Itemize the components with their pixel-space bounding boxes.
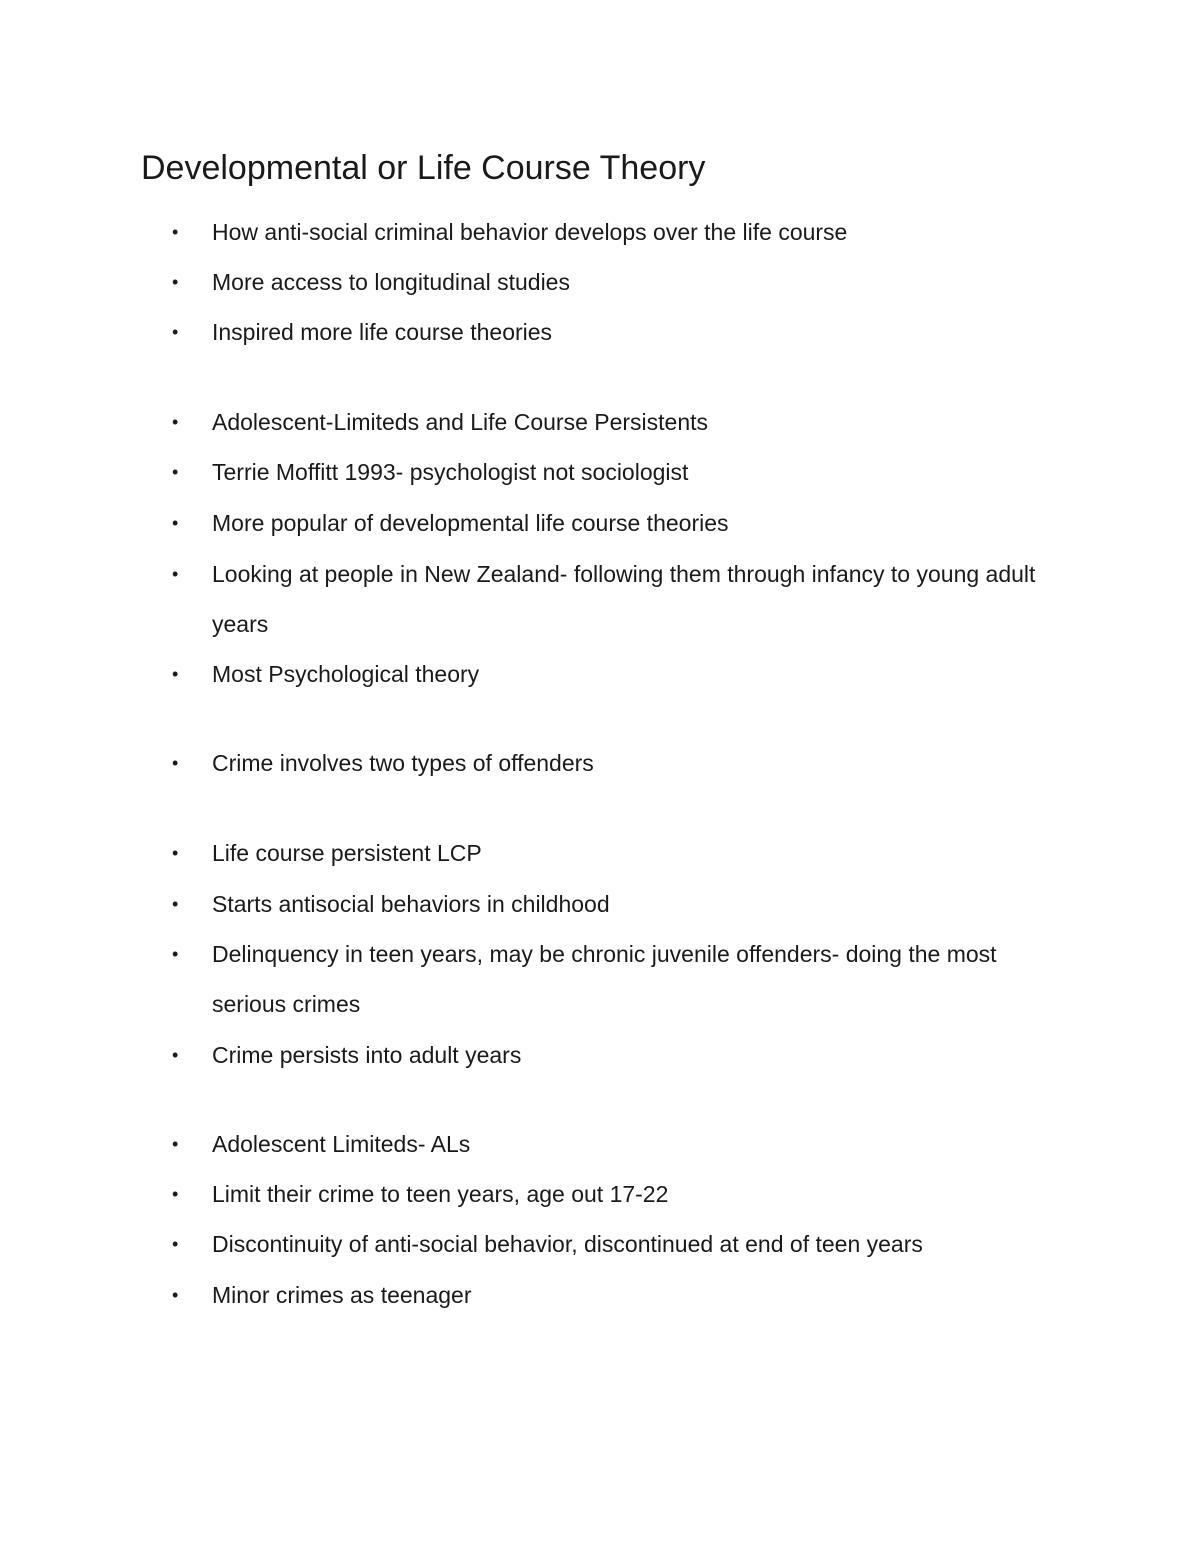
list-item (172, 207, 1072, 257)
list-item-text: Adolescent Limiteds- ALs (212, 1131, 471, 1157)
list-item (172, 738, 1072, 788)
list-item (172, 257, 1072, 307)
list-item (172, 307, 1072, 357)
list-item-text: Crime persists into adult years (212, 1042, 522, 1068)
bullet-icon: • (172, 222, 179, 242)
list-item (172, 929, 1072, 1029)
document-title: Developmental or Life Course Theory (141, 149, 706, 187)
list-item-text: Minor crimes as teenager (212, 1282, 472, 1308)
list-item (172, 397, 1072, 447)
list-item-text: Inspired more life course theories (212, 319, 553, 345)
bullet-icon: • (172, 513, 179, 533)
list-item (172, 447, 1072, 497)
list-item-text: Limit their crime to teen years, age out 17-22 (212, 1181, 669, 1207)
list-item (172, 828, 1072, 878)
list-item (172, 549, 1072, 649)
list-item-text: Crime involves two types of offenders (212, 750, 594, 776)
bullet-icon: • (172, 944, 179, 964)
list-item (172, 879, 1072, 929)
bullet-icon: • (172, 843, 179, 863)
list-item (172, 1270, 1072, 1320)
bullet-icon: • (172, 322, 179, 342)
list-item-text: Starts antisocial behaviors in childhood (212, 891, 610, 917)
list-item-text: Terrie Moffitt 1993- psychologist not sociologist (212, 459, 689, 485)
bullet-icon: • (172, 1234, 179, 1254)
list-item (172, 1119, 1072, 1169)
list-item-text: How anti-social criminal behavior develops over the life course (212, 219, 848, 245)
list-item-text: More access to longitudinal studies (212, 269, 570, 295)
list-item-text: Discontinuity of anti-social behavior, discontinued at end of teen years (212, 1231, 923, 1257)
list-item (172, 498, 1072, 548)
list-item (172, 649, 1072, 699)
bullet-icon: • (172, 272, 179, 292)
list-item-text: More popular of developmental life course theories (212, 510, 729, 536)
list-item (172, 1030, 1072, 1080)
bullet-icon: • (172, 1285, 179, 1305)
list-item (172, 1219, 1072, 1269)
bullet-icon: • (172, 1045, 179, 1065)
list-item-text: Delinquency in teen years, may be chronic juvenile offenders- doing the most serious crimes (212, 941, 997, 1017)
list-item (172, 1169, 1072, 1219)
list-item-text: Most Psychological theory (212, 661, 480, 687)
bullet-icon: • (172, 564, 179, 584)
bullet-icon: • (172, 412, 179, 432)
bullet-icon: • (172, 664, 179, 684)
bullet-icon: • (172, 462, 179, 482)
bullet-icon: • (172, 894, 179, 914)
list-item-text: Adolescent-Limiteds and Life Course Persistents (212, 409, 709, 435)
bullet-icon: • (172, 1184, 179, 1204)
list-item-text: Life course persistent LCP (212, 840, 482, 866)
bullet-icon: • (172, 753, 179, 773)
list-item-text: Looking at people in New Zealand- following them through infancy to young adult years (212, 561, 1036, 637)
bullet-icon: • (172, 1134, 179, 1154)
